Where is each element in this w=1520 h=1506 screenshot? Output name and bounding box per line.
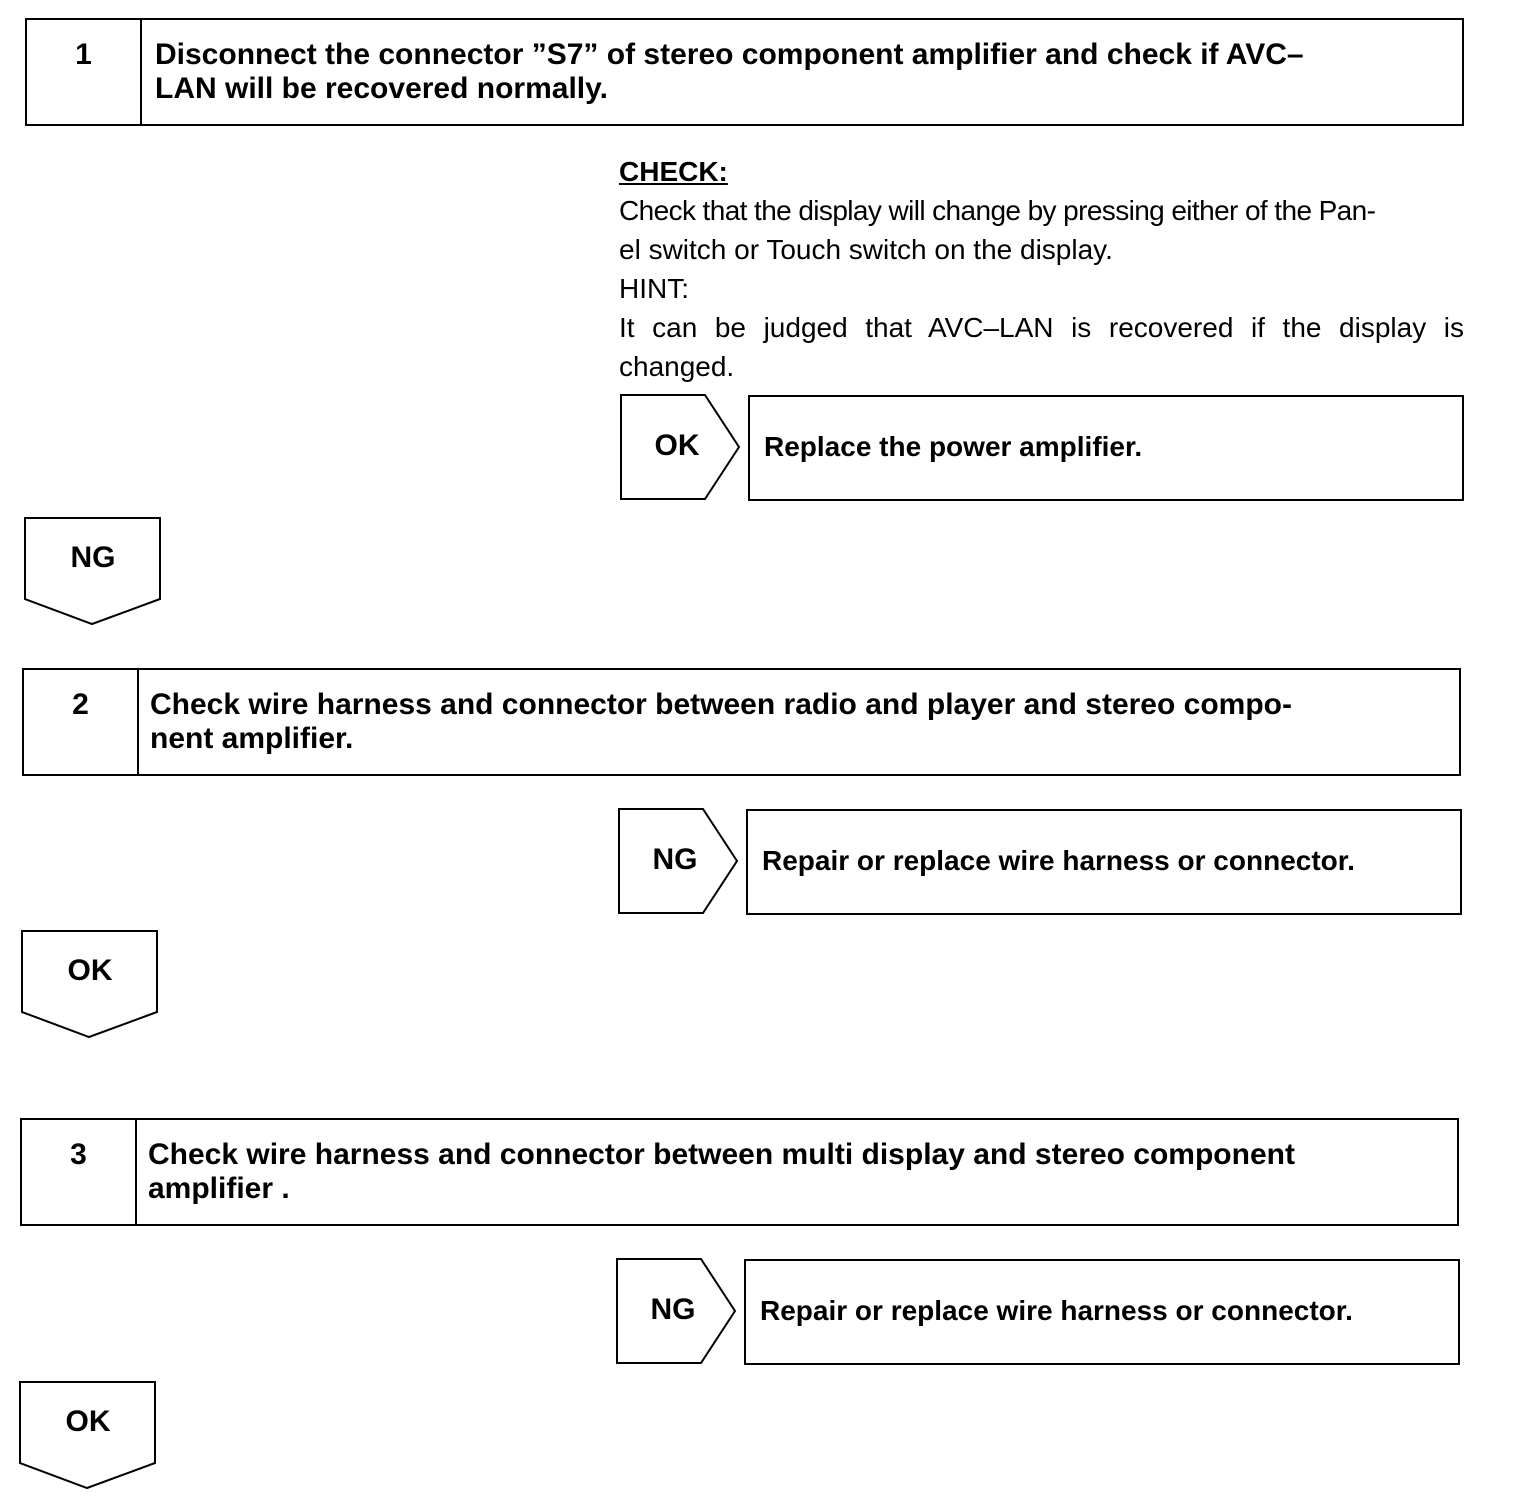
check-heading: CHECK: [619,156,728,187]
result-2-label: NG [652,843,698,876]
flow-2 [21,930,159,1040]
flow-3 [19,1381,157,1491]
result-3-action-box [744,1259,1460,1365]
result-1-label: OK [654,429,700,462]
step-1-title-line-2: LAN will be recovered normally. [155,72,608,105]
result-1-action-text: Replace the power amplifier. [764,431,1143,462]
step-3-title-line-2: amplifier . [148,1172,290,1205]
step-1-box [25,18,1464,126]
step-2-box [22,668,1461,776]
step-3-number: 3 [22,1120,137,1224]
step-2-title [150,688,1439,756]
result-1-row [619,393,1464,501]
hint-label: HINT: [619,273,689,304]
result-3-row [615,1257,1460,1365]
result-1-action-box [748,395,1464,501]
result-2-row [617,807,1462,915]
step-2-title-line-1: Check wire harness and connector between radio and player and stereo compo- [150,688,1292,721]
step-3-title [148,1138,1437,1206]
step-3-box [20,1118,1459,1226]
flow-2-label: OK [67,954,113,987]
step-2-title-line-2: nent amplifier. [150,722,354,755]
result-3-label: NG [650,1293,696,1326]
step-3-title-line-1: Check wire harness and connector between multi display and stereo component [148,1138,1295,1171]
result-3-action-text: Repair or replace wire harness or connector. [760,1295,1353,1326]
hint-text-line-2: changed. [619,351,735,382]
flow-1 [24,517,162,627]
step-1-title-line-1: Disconnect the connector ”S7” of stereo component amplifier and check if AVC– [155,38,1304,71]
step-1-title [155,38,1442,106]
result-2-action-box [746,809,1462,915]
hint-text-line-1: It can be judged that AVC–LAN is recovered if the display is [619,312,1464,343]
step-1-number: 1 [27,20,142,124]
check-text-line-1: Check that the display will change by pressing either of the Pan- [619,195,1376,226]
result-2-action-text: Repair or replace wire harness or connector. [762,845,1355,876]
step-2-number: 2 [24,670,139,774]
flow-3-label: OK [65,1405,111,1438]
flow-1-label: NG [70,541,116,574]
check-text-line-2: el switch or Touch switch on the display. [619,234,1113,265]
check-block [619,152,1464,386]
